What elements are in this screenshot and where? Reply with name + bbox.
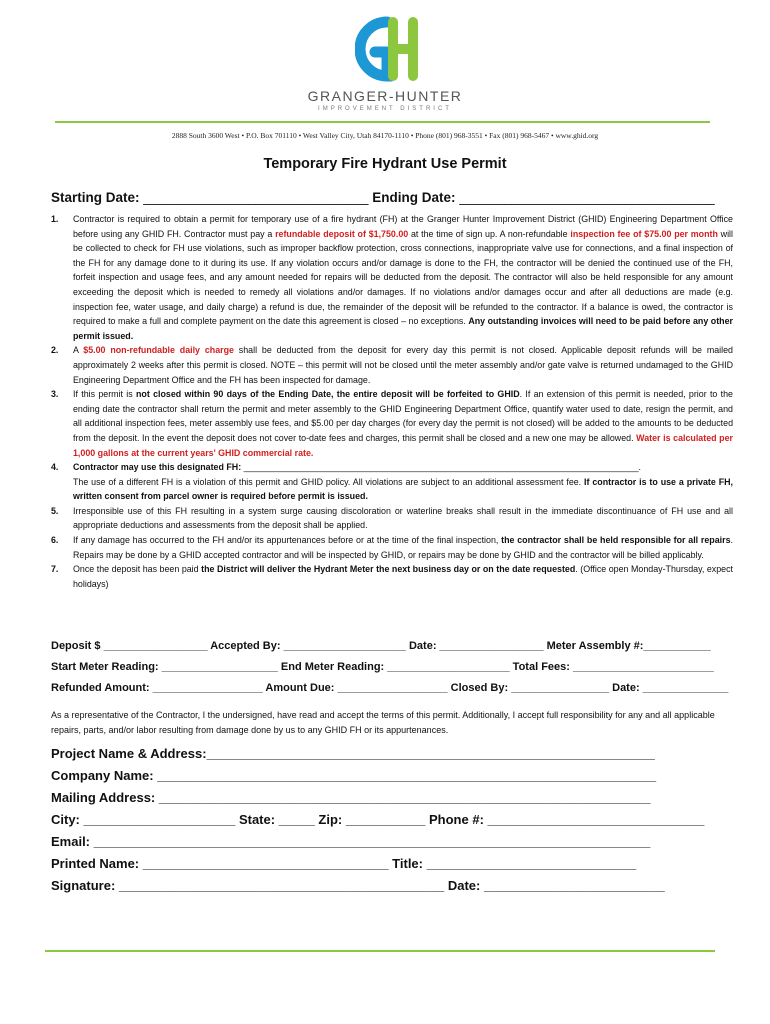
term-item-1 (51, 212, 733, 343)
project-name-field[interactable]: Project Name & Address:______________________________________________________________ (51, 746, 655, 761)
term-item-5 (51, 504, 733, 533)
org-subtitle: IMPROVEMENT DISTRICT (318, 106, 452, 112)
printed-name-title-field[interactable]: Printed Name: __________________________________ Title: _____________________________ (51, 856, 637, 871)
term-text: If any damage has occurred to the FH and/or its appurtenances before or at the time of the final inspection, the contractor shall be held responsible for all repairs. Repairs may be done by a GHID accepted contractor and will be inspected by GHID, or repairs may be done by GHID and the contractor will be billed applicably. (73, 535, 733, 560)
start-date-field[interactable]: ______________________________ (143, 190, 369, 205)
term-text: Contractor may use this designated FH: ________________________________________________________________________________. The use of a different FH is a violation of this permit and GHID policy. All violations are subject to an additional assessment fee. If contractor is to use a private FH, written consent from parcel owner is required before permit is issued. (73, 462, 733, 502)
term-text: Irresponsible use of this FH resulting in a system surge causing discoloration or waterline breaks shall result in the immediate discontinuance of FH use and all appropriate deductions and assessments from the deposit shall be applied. (73, 505, 733, 531)
office-fields-row-3[interactable]: Refunded Amount: __________________ Amount Due: __________________ Closed By: ________________ Date: ______________ (51, 682, 729, 694)
org-name: GRANGER-HUNTER (307, 88, 463, 104)
term-number: 6. (51, 535, 59, 546)
term-item-2 (51, 343, 733, 387)
acknowledgement-text: As a representative of the Contractor, I the undersigned, have read and accept the terms of this permit. Additionally, I accept full responsibility for any and all applicable repairs, parts, and/or labor resulting from damage done by us to any GHID FH or its appurtenances. (51, 710, 715, 735)
office-fields-row-1[interactable]: Deposit $ _________________ Accepted By: ____________________ Date: _________________ Meter Assembly #:___________ (51, 640, 711, 652)
office-fields-row-2[interactable]: Start Meter Reading: ___________________ End Meter Reading: ____________________ Total Fees: _______________________ (51, 661, 714, 673)
company-name-field[interactable]: Company Name: _____________________________________________________________________ (51, 768, 657, 783)
signature-date-field[interactable]: Signature: _____________________________________________ Date: _________________________ (51, 878, 665, 893)
fh-designation-field[interactable]: ________________________________________________________________________________. (241, 462, 641, 473)
term-text: Once the deposit has been paid the District will deliver the Hydrant Meter the next business day or on the date requested. (Office open Monday-Thursday, expect holidays) (73, 564, 734, 589)
permit-title: Temporary Fire Hydrant Use Permit (263, 156, 507, 172)
term-number: 5. (51, 505, 59, 516)
header-rule (55, 121, 710, 123)
start-date-label: Starting Date: (51, 190, 140, 205)
term-text: Contractor is required to obtain a permit for temporary use of a fire hydrant (FH) at the Granger Hunter Improvement District (GHID) Engineering Department Office before using any GHID FH. Contractor must pay a refundable deposit of $1,750.00 at the time of sign up. A non-refundable inspection fee of $75.00 per month will be collected to check for FH use violations, such as improper backflow protection, cross connections, inappropriate valve use for connections, and a final inspection of the FH for any damage done to it during its use. If any violation occurs and/or damage is done to the FH, the contractor will be denied the continued use of the FH, forfeit inspection and usage fees, and any amount needed for repairs will be deducted from the deposit. The contractor will also be held responsible for any amount exceeding the deposit which is needed to remedy all violations and/or damages. If no violations and/or damages occur and after all deductions are made (e.g. inspection fee, water usage, and daily charge) a refund is due, the remainder of the deposit will be refunded to the contractor. If a balance is owed, the contractor is required to make a full and complete payment on the date this agreement is closed – no exceptions. Any outstanding invoices will need to be paid before any other permit issued. (73, 214, 733, 341)
terms-list (51, 212, 733, 591)
term-item-6 (51, 533, 733, 562)
term-number: 1. (51, 214, 59, 224)
org-address: 2888 South 3600 West • P.O. Box 701110 • West Valley City, Utah 84170-1110 • Phone (801) 968-3551 • Fax (801) 968-5467 • www.ghid.org (171, 131, 599, 140)
term-number: 4. (51, 462, 59, 473)
ghid-logo (355, 14, 425, 84)
term-item-4 (51, 460, 733, 504)
term-item-7 (51, 562, 733, 591)
email-field[interactable]: Email: _____________________________________________________________________________ (51, 834, 651, 849)
city-state-zip-phone-field[interactable]: City: _____________________ State: _____ Zip: ___________ Phone #: ______________________________ (51, 812, 705, 827)
term-number: 3. (51, 389, 59, 400)
term-number: 7. (51, 564, 59, 575)
end-date-label: Ending Date: (372, 190, 456, 205)
end-date-field[interactable]: __________________________________ (459, 190, 715, 205)
term-item-3 (51, 387, 733, 460)
mailing-address-field[interactable]: Mailing Address: ____________________________________________________________________ (51, 790, 651, 805)
term-text: If this permit is not closed within 90 days of the Ending Date, the entire deposit will be forfeited to GHID. If an extension of this permit is needed, prior to the ending date the contractor shall return the permit and meter assembly to the GHID Engineering Department Office, quantify water used to date, resign the permit, and all additional inspection fees, meter assembly use fees, and $5.00 per day charges (for every day the permit is not closed) will be added to the amounts to be deducted from the deposit. In the event the deposit does not cover to-date fees and charges, this permit shall be closed and a new one may be allowed. Water is calculated per 1,000 gallons at the current years' GHID commercial rate. (73, 389, 733, 458)
footer-rule (45, 950, 715, 952)
term-number: 2. (51, 345, 59, 356)
date-line (51, 190, 715, 205)
term-text: A $5.00 non-refundable daily charge shall be deducted from the deposit for every day this permit is not closed. Applicable deposit refunds will be mailed approximately 2 weeks after this permit is closed. NOTE – this permit will not be closed until the meter assembly and/or gate valve is returned undamaged to the GHID Engineering Department Office and the FH has been inspected for damage. (73, 345, 733, 385)
